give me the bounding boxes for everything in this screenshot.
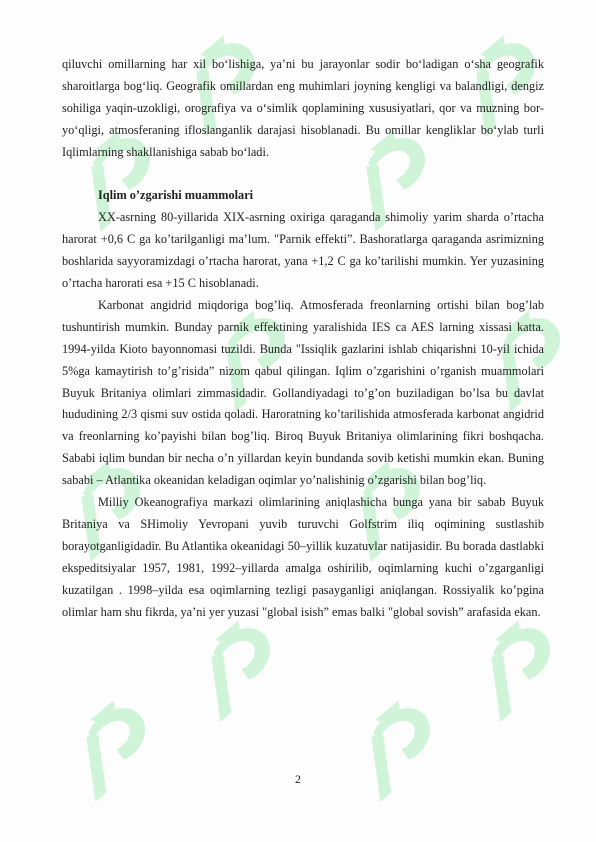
paragraph-4: Milliy Okeanografiya markazi olimlarining aniqlashicha bunga yana bir sabab Buyuk Britaniya va SHimoliy Yevropani yuvib turuvchi Golfstrim iliq oqimining sustlashib borayotganligidadir. Bu Atlantika okeanidagi 50–yillik kuzatuvlar natijasidir. Bu borada dastlabki ekspeditsiyalar 1957, 1981, 1992–yillarda amalga oshirilib, oqimlarning kuchi o’zgarganligi kuzatilgan . 1998–yilda esa oqimlarning tezligi pasayganligi aniqlangan. Rossiyalik ko’pgina olimlar ham shu fikrda, ya’ni yer yuzasi "global isish” emas balki "global sovish” arafasida ekan. [62, 495, 544, 619]
green-p-watermark-icon [487, 617, 559, 722]
paragraph-3: Karbonat angidrid miqdoriga bog’liq. Atmosferada freonlarning ortishi bilan bog’lab tushuntirish mumkin. Bunday parnik effektining yaralishida IES ca AES larning xissasi katta. 1994-yilda Kioto bayonnomasi tuzildi. Bunda "Issiqlik gazlarini ishlab chiqarishni 10-yil ichida 5%ga kamaytirish to’g’risida” nizom qabul qilingan. Iqlim o’zgarishini o’rganish muammolari Buyuk Britaniya olimlari zimmasidadir. Gollandiyadagi to’g’on buziladigan bo’lsa bu davlat hududining 2/3 qismi suv ostida qoladi. Haroratning ko’tarilishida atmosferada karbonat angidrid va freonlarning ko’payishi bilan bog’liq. Biroq Buyuk Britaniya olimlarining fikri boshqacha. Sababi iqlim bundan bir necha o’n yillardan keyin bundanda sovib ketishi mumkin ekan. Buning sababi – Atlantika okeanidan keladigan oqimlar yo’nalishinig o’zgarishi bilan bog’liq. [62, 297, 544, 488]
document-page [62, 54, 544, 624]
section-heading: Iqlim o’zgarishi muammolari [98, 188, 254, 203]
paragraph-2: XX-asrning 80-yillarida XIX-asrning oxiriga qaraganda shimoliy yarim sharda o’rtacha harorat +0,6 C ga ko’tarilganligi ma’lum. "Parnik effekti”. Bashoratlarga qaraganda asrimizning boshlarida sayyoramizdagi o’rtacha harorat, yana +1,2 C ga ko’tarilishi mumkin. Yer yuzasining o’rtacha harorati esa +15 C hisoblanadi. [62, 210, 544, 291]
page-number: 2 [295, 772, 301, 786]
paragraph-gap [62, 164, 544, 186]
green-p-watermark-icon [207, 617, 279, 722]
paragraph-1: qiluvchi omillarning har xil bo‘lishiga, ya’ni bu jarayonlar sodir bo‘ladigan o‘sha geografik sharoitlarga bog‘liq. Geografik omillardan eng muhimlari joyning kengligi va balandligi, dengiz sohiliga yaqin-uzokligi, orografiya va o‘simlik qoplamining xususiyatlari, qor va muzning bor-yo‘qligi, atmosferaning ifloslanganlik darajasi hisoblanadi. Bu omillar kengliklar bo‘ylab turli Iqlimlarning shakllanishiga sabab bo‘ladi. [62, 57, 544, 159]
